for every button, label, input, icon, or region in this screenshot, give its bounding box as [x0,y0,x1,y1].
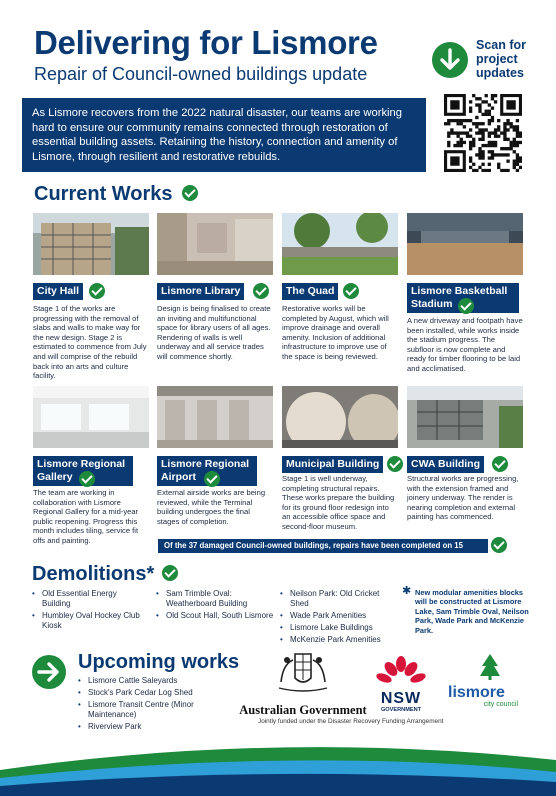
coat-of-arms-icon [273,648,333,696]
card-text-lismore-library: Design is being finalised to create an inviting and multifunctional space for library users of all ages. Rendering of walls is well underway and all service trades will commence shortly. [157,304,271,361]
list-item: • Neilson Park: Old Cricket Shed [280,589,400,609]
page-subtitle: Repair of Council-owned buildings update [34,64,368,84]
list-item: • Old Scout Hall, South Lismore [156,611,276,621]
list-item: • McKenzie Park Amenities [280,635,400,645]
card-label-lismore-library: Lismore Library [157,283,244,300]
upcoming-works-list [78,676,228,734]
check-icon [79,471,95,487]
check-icon [89,283,105,299]
card-label-regional-gallery: Lismore Regional Gallery [33,456,133,486]
decorative-bottom-band [0,740,556,796]
photo-city-hall [33,213,149,275]
photo-regional-gallery [33,386,149,448]
down-arrow-icon [432,42,468,78]
australian-government-logo: Australian Government [238,648,368,718]
check-icon [253,283,269,299]
qr-code[interactable] [444,94,522,172]
demolitions-heading: Demolitions* [32,563,178,586]
card-text-the-quad: Restorative works will be completed by August, which will improve drainage and overall amenity. Inclusion of additional infrastructure to improve use of the space is being reviewed. [282,304,389,361]
scan-for-updates[interactable] [432,38,542,82]
card-label-the-quad: The Quad [282,283,338,300]
check-icon [343,283,359,299]
check-icon [492,456,508,472]
demolitions-list-1 [32,589,142,633]
nsw-government-logo: NSW GOVERNMENT [374,656,428,708]
card-label-cwa-building: CWA Building [407,456,484,473]
photo-municipal-building [282,386,398,448]
photo-cwa-building [407,386,523,448]
photo-lismore-library [157,213,273,275]
check-icon [182,185,198,201]
page-title: Delivering for Lismore [34,24,378,61]
current-works-heading: Current Works [34,183,198,206]
modular-amenities-note: ✱ New modular amenities blocks will be constructed at Lismore Lake, Sam Trimble Oval, Neilson Park, Wade Park and McKenzie Park. [402,585,529,635]
list-item: • Stock's Park Cedar Log Shed [78,688,228,698]
card-text-city-hall: Stage 1 of the works are progressing with the removal of slabs and walls to make way for the new design. Stage 2 is estimated to commence from July and will comprise of the rebuild back into an arts and culture facility. [33,304,147,381]
list-item: • Riverview Park [78,722,228,732]
card-label-basketball-stadium: Lismore Basketball Stadium [407,283,519,313]
asterisk-icon: ✱ [402,585,412,597]
check-icon [162,565,178,581]
repairs-completed-banner: Of the 37 damaged Council-owned buildings, repairs have been completed on 15 [158,539,488,553]
photo-regional-airport [157,386,273,448]
lismore-city-council-logo: lismore city council [448,652,522,708]
card-label-city-hall: City Hall [33,283,83,300]
list-item: • Old Essential Energy Building [32,589,142,609]
check-icon [387,456,403,472]
check-icon [204,471,220,487]
card-label-municipal-building: Municipal Building [282,456,383,473]
funding-note: Jointly funded under the Disaster Recovery Funding Arrangement [258,718,444,725]
card-text-cwa-building: Structural works are progressing, with the extension framed and joinery underway. The render is nearing completion and external painting has commenced. [407,474,519,522]
right-arrow-icon [32,655,66,689]
demolitions-list-2 [156,589,276,623]
card-text-municipal-building: Stage 1 is well underway, completing structural repairs. These works prepare the building for its ground floor redesign into an accessible office space and second-floor museum. [282,474,395,531]
list-item: • Humbley Oval Hockey Club Kiosk [32,611,142,631]
check-icon [491,537,507,553]
card-label-regional-airport: Lismore Regional Airport [157,456,257,486]
card-text-regional-gallery: The team are working in collaboration with Lismore Regional Gallery for a mid-year public reopening. Progress this month includes tiling, service fit offs and painting. [33,488,139,545]
waratah-icon [374,656,428,686]
check-icon [458,298,474,314]
upcoming-works-heading: Upcoming works [78,651,240,673]
card-text-regional-airport: External airside works are being reviewed, while the Terminal building undergoes the final stages of completion. [157,488,266,526]
list-item: • Wade Park Amenities [280,611,400,621]
photo-the-quad [282,213,398,275]
demolitions-list-3 [280,589,400,647]
list-item: • Lismore Lake Buildings [280,623,400,633]
card-text-basketball-stadium: A new driveway and footpath have been installed, while works inside the stadium progress. The subfloor is now complete and ready for timber flooring to be laid and acclimatised. [407,316,523,373]
intro-text: As Lismore recovers from the 2022 natural disaster, our teams are working hard to ensure our community remains connected through restoration of essential building assets. Retaining the history, connection and amenity of Lismore, through resilient and restorative rebuilds. [22,98,426,172]
list-item: • Lismore Cattle Saleyards [78,676,228,686]
photo-basketball-stadium [407,213,523,275]
list-item: • Sam Trimble Oval: Weatherboard Building [156,589,276,609]
list-item: • Lismore Transit Centre (Minor Maintenance) [78,700,228,720]
scan-text: Scan for project updates [476,38,527,80]
